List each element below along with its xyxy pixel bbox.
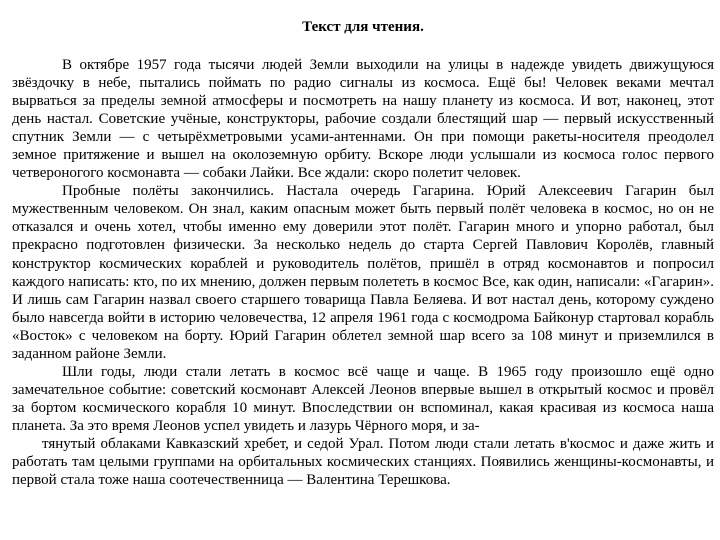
paragraph-sputnik: В октябре 1957 года тысячи людей Земли выходили на улицы в надежде увидеть движущуюся звёздочку в небе, пытались поймать по радио сигналы из космоса. Ещё бы! Человек веками мечтал вырваться за пределы земной атмосферы и посмотреть на нашу планету из космоса. И вот, наконец, этот день настал. Советские учёные, конструкторы, рабочие создали блестящий шар — первый искусственный спутник Земли — с четырёхметровыми усами-антеннами. Он при помощи ракеты-носителя преодолел земное притяжение и вышел на околоземную орбиту. Вскоре люди услышали из космоса голос первого четвероногого космонавта — собаки Лайки. Все ждали: скоро полетит человек.: [12, 57, 714, 182]
paragraph-gagarin: Пробные полёты закончились. Настала очередь Гагарина. Юрий Алексеевич Гагарин был мужественным человеком. Он знал, каким опасным может быть первый полёт человека в космос, но он не отказался и очень хотел, чтобы именно ему доверили этот полёт. Гагарин много и упорно работал, был прекрасно подготовлен физически. За несколько недель до старта Сергей Павлович Королёв, главный конструктор космических кораблей и руководитель полётов, пришёл в отряд космонавтов и попросил каждого написать: кто, по их мнению, должен первым полететь в космос Все, как один, написали: «Гагарин». И лишь сам Гагарин назвал своего старшего товарища Павла Беляева. И вот настал день, которому суждено было навсегда войти в историю человечества, 12 апреля 1961 года с космодрома Байконур стартовал корабль «Восток» с человеком на борту. Юрий Гагарин облетел земной шар всего за 108 минут и приземлился в заданном районе Земли.: [12, 183, 714, 362]
document-title: Текст для чтения.: [302, 19, 424, 35]
paragraph-tereshkova: тянутый облаками Кавказский хребет, и седой Урал. Потом люди стали летать в'космос и даже жить и работать там целыми группами на орбитальных космических станциях. Появились женщины-космонавты, и первой стала тоже наша соотечественница — Валентина Терешкова.: [12, 435, 714, 489]
paragraph-leonov: Шли годы, люди стали летать в космос всё чаще и чаще. В 1965 году произошло ещё одно замечательное событие: советский космонавт Алексей Леонов впервые вышел в открытый космос и провёл за бортом космического корабля 10 минут. Впоследствии он вспоминал, какая красивая из космоса наша планета. За это время Леонов успел увидеть и лазурь Чёрного моря, и за-: [12, 363, 714, 434]
document-page: [12, 18, 714, 489]
